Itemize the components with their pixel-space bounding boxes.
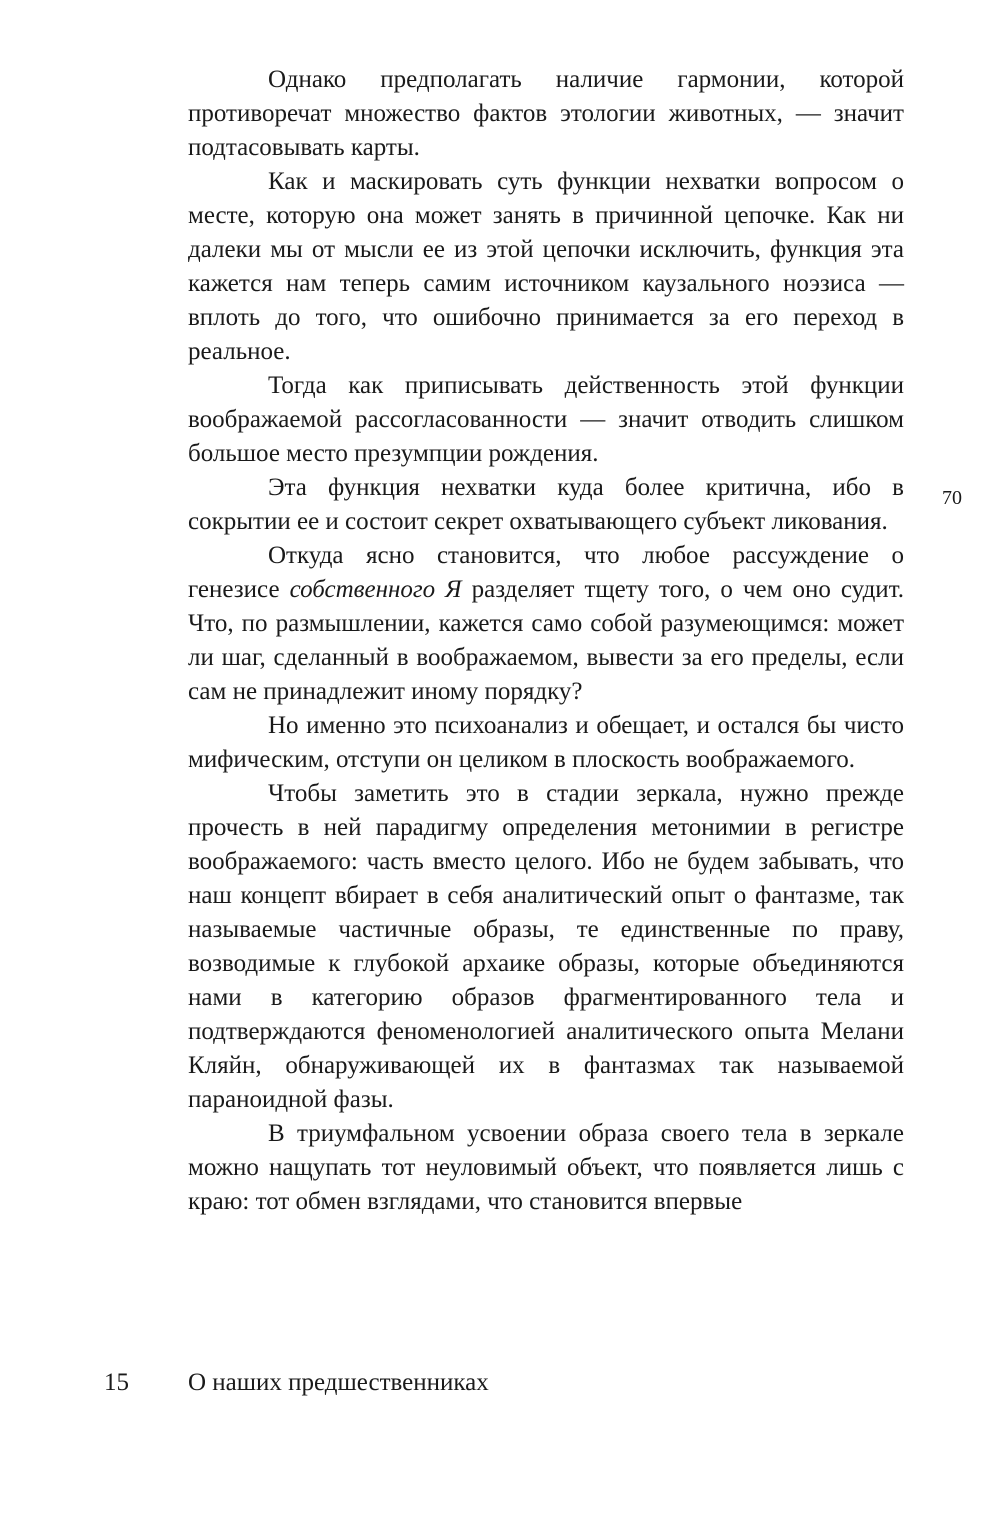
paragraph-3: Тогда как приписывать действенность этой функции воображаемой рассогласованности — значит отводить слишком большое место презумпции рождения. bbox=[188, 372, 904, 467]
paragraph-7: Чтобы заметить это в стадии зеркала, нужно прежде прочесть в ней парадигму определения метонимии в регистре воображаемого: часть вместо целого. Ибо не будем забывать, что наш концепт вбирает в себя аналитический опыт о фантазме, так называемые частичные образы, те единственные по праву, возводимые к глубокой архаике образы, которые объединяются нами в категорию образов фрагментированного тела и подтверждаются феноменологией аналитического опыта Мелани Кляйн, обнаруживающей их в фантазмах так называемой параноидной фазы. bbox=[188, 780, 904, 1113]
paragraph-5 bbox=[188, 539, 904, 709]
paragraph-5-emphasis: собственного Я bbox=[289, 576, 462, 603]
page-number: 15 bbox=[104, 1369, 129, 1396]
margin-page-reference: 70 bbox=[942, 487, 962, 509]
paragraph-8: В триумфальном усвоении образа своего тела в зеркале можно нащупать тот неуловимый объект, что появляется лишь с краю: тот обмен взглядами, что становится впервые bbox=[188, 1120, 904, 1215]
paragraph-5-start: Откуда ясно становится, что любое рассуждение о генезисе bbox=[188, 542, 904, 603]
main-text bbox=[188, 63, 904, 1219]
running-title: О наших предшественниках bbox=[188, 1369, 489, 1396]
paragraph-4: Эта функция нехватки куда более критична, ибо в сокрытии ее и состоит секрет охватывающего субъект ликования. bbox=[188, 474, 904, 535]
paragraph-2: Как и маскировать суть функции нехватки вопросом о месте, которую она может занять в причинной цепочке. Как ни далеки мы от мысли ее из этой цепочки исключить, функция эта кажется нам теперь самим источником каузального ноэзиса — вплоть до того, что ошибочно принимается за его переход в реальное. bbox=[188, 168, 904, 365]
paragraph-6: Но именно это психоанализ и обещает, и остался бы чисто мифическим, отступи он целиком в плоскость воображаемого. bbox=[188, 712, 904, 773]
paragraph-1: Однако предполагать наличие гармонии, которой противоречат множество фактов этологии животных, — значит подтасовывать карты. bbox=[188, 66, 904, 161]
paragraph-5-end: разделяет тщету того, о чем оно судит. Что, по размышлении, кажется само собой разумеющимся: может ли шаг, сделанный в воображаемом, вывести за его пределы, если сам не принадлежит иному порядку? bbox=[188, 576, 904, 705]
